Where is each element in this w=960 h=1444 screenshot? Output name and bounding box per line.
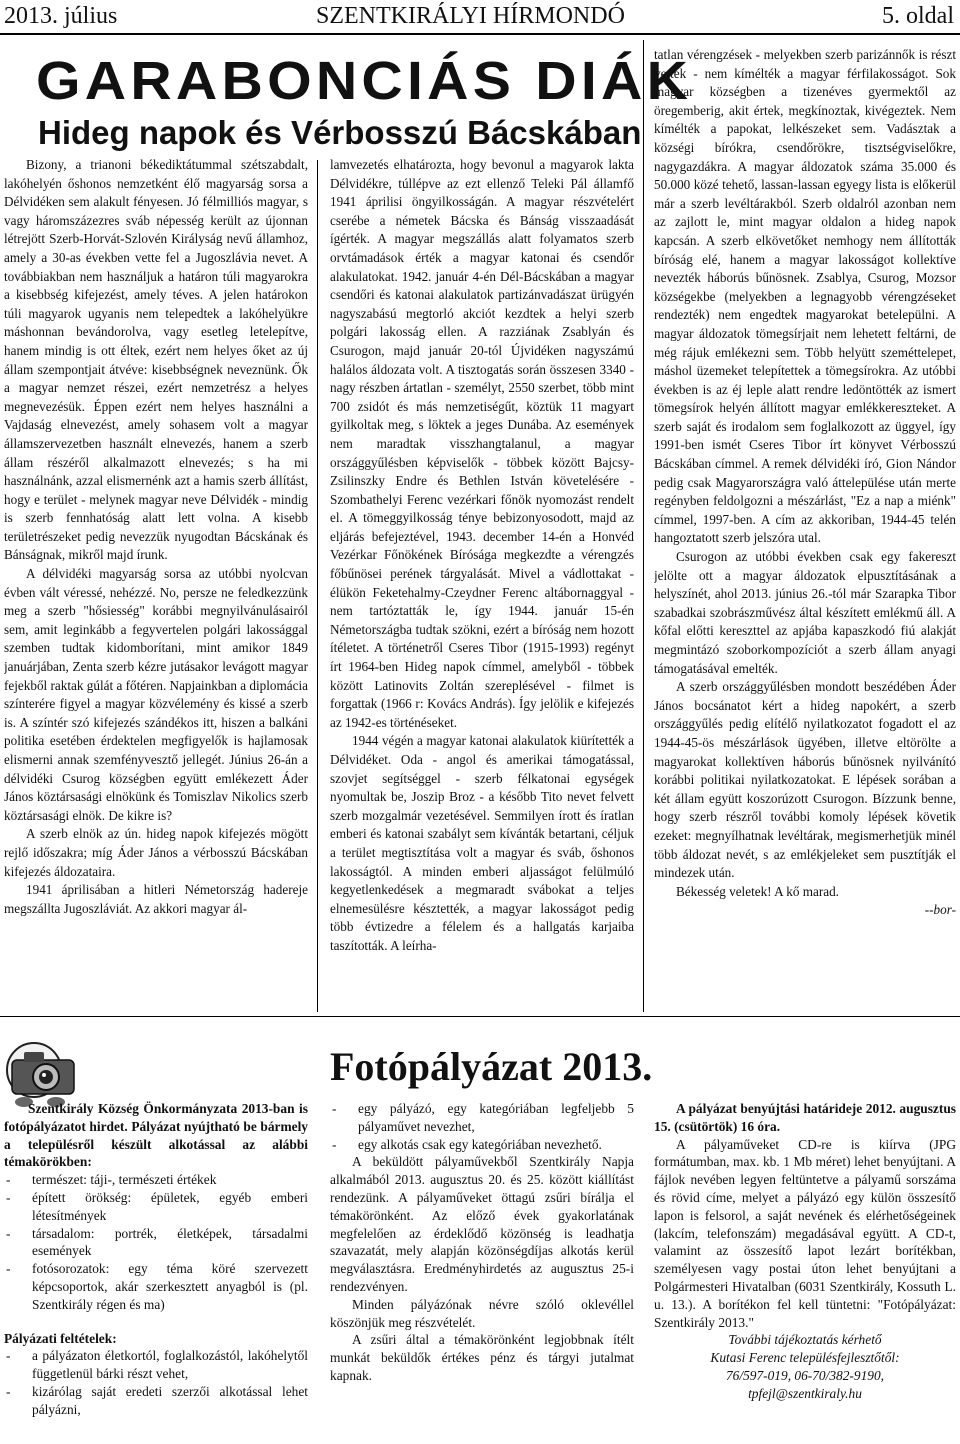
paragraph: A pályaműveket CD-re is kiírva (JPG formátumban, max. kb. 1 Mb méret) lehet benyújtani. A fájlok nevében legyen feltüntetve a pályamű sorszáma és rövid címe, melyet a pályázó egy külön összesítő lapon is felsorol, a saját nevének és elérhetőségeinek (lakcím, telefonszám) megadásával együtt. A CD-t, valamint az összesítő lapot lezárt borítékban, személyesen vagy postai úton lehet benyújtani a Polgármesteri Hivatalban (6031 Szentkirály, Kossuth L. u. 13.). A borítékon fel kell tüntetni: "Fotópályázat: Szentkirály 2013." bbox=[654, 1136, 956, 1330]
paragraph: tatlan vérengzések - melyekben szerb parizánnők is részt vettek - nem kímélték a magyar férfilakosságot. Sok magyar községben a tizenéves gyermektől az öregemberig, akit értek, megkínoztak, kivégeztek. Nem kímélték a papokat, lelkészeket sem. Vadásztak a községi bírókra, csendőrökre, tisztségviselőkre, nagygazdákra. A magyar áldozatok száma 35.000 és 50.000 közé tehető, lassan-lassan egyegy lista is előkerül már a szerb levéltárakból. Szerb oldalról azonban nem az zajlott le, mint magyar oldalon a hideg napok kapcsán. A szerb elkövetőket nemhogy nem állították bíróság elé, hanem a magyar lakosságot kollektíve nevezték háborús bűnösnek. Zsablya, Csurog, Mozsor községekbe (melyekben a legnagyobb vérengzéseket rendezték) nem engedtek magyarokat betelepülni. A magyar áldozatok tömegsírjait nem lehetett feltárni, de még rájuk emlékezni sem. Több helyütt szeméttelepet, máshol üzemeket telepítettek a tömegsírokra. Az utóbbi években is az éj leple alatt rendre ledöntötték az ismert tömegsírok helyén állított magyar emlékkereszteket. A szerb saját és irodalom sem foglalkozott az üggyel, így 1991-ben ismét Cseres Tibor írt könyvet Vérbosszú Bácskában címmel. A remek délvidéki író, Gion Nándor pedig csak Magyarországra való áttelepülése után merte regényben feldolgozni a mészárlást, "Ez a nap a miénk" címmel, 1997-ben. A cím az akkoriban, 1944-45 telén hangoztatott szerb jelszóra utal. bbox=[654, 47, 956, 546]
contest-title: Fotópályázat 2013. bbox=[330, 1044, 653, 1089]
closing-line: Békesség veletek! A kő marad. bbox=[676, 883, 839, 899]
issue-date: 2013. július bbox=[4, 3, 118, 29]
contest-column-3 bbox=[654, 1100, 956, 1444]
contact-line: Kutasi Ferenc településfejlesztőtől: bbox=[710, 1350, 900, 1366]
paragraph: 1944 végén a magyar katonai alakulatok kiürítették a Délvidéket. Oda - angol és amerikai támogatással, szovjet segítséggel - szerb félkatonai egységek nyomultak be, Joszip Broz - a később Tito nevet felvett szerb mozgalmár vezetésével. Semmilyen írott és íratlan emberi és katonai szabályt sem kívánták betartani, céljuk a terület megtisztítása volt a magyar és sváb, őshonos lakosságtól. A minden emberi aljasságot felülmúló kegyetlenkedések a megmaradt svábokat a teljes elnemesülésre késztették, a magyar lakosságot pedig több évtizedre a félelem és a hallgatás karjaiba taszították. A leírha- bbox=[330, 733, 634, 953]
conditions-list bbox=[4, 1347, 308, 1418]
conditions-list-continued bbox=[330, 1100, 634, 1153]
page-number: 5. oldal bbox=[882, 3, 954, 29]
section-rule bbox=[0, 1016, 960, 1017]
paragraph: Minden pályázónak névre szóló oklevéllel köszönjük meg részvételét. bbox=[330, 1296, 634, 1330]
column-divider bbox=[643, 40, 644, 1012]
paragraph: 1941 áprilisában a hitleri Németország hadereje megszállta Jugoszláviát. Az akkori magyar ál- bbox=[4, 882, 308, 916]
deadline: A pályázat benyújtási határideje 2012. augusztus 15. (csütörtök) 16 óra. bbox=[654, 1101, 956, 1134]
newspaper-name: SZENTKIRÁLYI HÍRMONDÓ bbox=[316, 3, 625, 29]
list-item: - társadalom: portrék, életképek, társadalmi események bbox=[4, 1225, 308, 1261]
list-item: - természet: táji-, természeti értékek bbox=[4, 1171, 308, 1189]
header-rule bbox=[0, 33, 960, 35]
list-item: - egy pályázó, egy kategóriában legfeljebb 5 pályaművet nevezhet, bbox=[330, 1100, 634, 1136]
paragraph: A szerb elnök az ún. hideg napok kifejezés mögött rejlő időszakra; míg Áder János a vérbosszú Bácskában kifejezés áldozataira. bbox=[4, 826, 308, 879]
contest-column-2 bbox=[330, 1100, 634, 1444]
article-column-1 bbox=[4, 156, 308, 1012]
article-signature: --bor- bbox=[924, 902, 956, 918]
contest-intro: Szentkirály Község Önkormányzata 2013-ban is fotópályázatot hirdet. Pályázat nyújtható be bármely a településről készült alkotással az alábbi témakörökben: bbox=[4, 1101, 308, 1170]
article-title: GARABONCIÁS DIÁK bbox=[36, 51, 693, 111]
paragraph: Bizony, a trianoni békediktátummal szétszabdalt, lakóhelyén őshonos nemzetként élő magyarság sorsa a Délvidéken sem alakult fényesen. Jó félmilliós magyar, s vagy háromszázezres sváb népesség került az újonnan létrejött Szerb-Horvát-Szlovén Királyság nevű államhoz, amely a 30-as években vette fel a Jugoszlávia nevet. A továbbiakban nem használjuk a határon túli magyarokra a kisebbség kifejezést, amely téves. A jelen határokon túli magyarok ugyanis nem telepedtek a lakóhelyükre máshonnan bevándorolva, vagy esetleg letelepítve, hanem mindig is ott éltek, ezért nem helyes őket az új állam szempontjait átvéve: kisebbségnek neveznünk. Ők a magyar nemzet részei, ezért nemzetrész a helyes megnevezésük. Éppen ezért nem helyes használni a Vajdaság elnevezést, amely sohasem volt a magyar államszervezetben használt elnevezés, hanem a szerb állam részéről alkalmazott elnevezés; s ha mi használnánk, azzal elismernénk azt a hamis szerb állítást, hogy e terület - melynek magyar neve Délvidék - mindig is szerb fennhatóság alatt lett volna. A kisebb területrészeket pedig nevezzük nyugodtan Bácskának és Bánságnak, mikről majd írunk. bbox=[4, 157, 308, 563]
list-item: - fotósorozatok: egy téma köré szervezett képcsoportok, akár szerkesztett anyagból is (pl. Szentkirály régen és ma) bbox=[4, 1260, 308, 1313]
list-item: - épített örökség: épületek, egyéb emberi létesítmények bbox=[4, 1189, 308, 1225]
article-column-2 bbox=[330, 156, 634, 1012]
list-item: - egy alkotás csak egy kategóriában nevezhető. bbox=[330, 1136, 634, 1154]
contact-phone: 76/597-019, 06-70/382-9190, bbox=[725, 1367, 885, 1383]
paragraph: A szerb országgyűlésben mondott beszédében Áder János bocsánatot kért a hideg napokért, a szerb országgyűlés pedig elítélő nyilatkozatot fogadott el az 1944-45-ös mészárlások ügyében, illetve eltörölte a magyarokat kollektíven háborús bűnösnek nyilvánító korábbi politikai nyilatkozatokat. E lépések sorában a két állam együtt koszorúzott Csurogon. Bízzunk benne, hogy szerb részről további komoly lépések követik ezeket: megnyílhatnak levéltárak, megismerhetjük minél több áldozat nevét, s az emlékjeleket sem pusztítják el mindezek után. bbox=[654, 679, 956, 881]
page-header bbox=[0, 0, 960, 32]
article-column-3 bbox=[654, 46, 956, 1012]
list-item: - a pályázaton életkortól, foglalkozástól, lakóhelytől függetlenül bárki részt vehet, bbox=[4, 1347, 308, 1383]
column-divider bbox=[317, 160, 318, 1012]
paragraph: lamvezetés elhatározta, hogy bevonul a magyarok lakta Délvidékre, túllépve az ezt ellenző Teleki Pál államfő 1941 áprilisi öngyilkosságán. A magyar részvételért cserébe a németek Bácska és Bánság visszaadását ígérték. A magyar megszállás alatt folyamatos szerb orvtámadások érték a magyar katonai és csendőr alakulatokat. 1942. január 4-én Dél-Bácskában a magyar csendőri és katonai alakulatok partizánvadászat ürügyén nagyszabású megtorló akciót kezdtek a helyi szerb polgári lakosság ellen. A razziának Zsablyán és Csurogon, majd január 20-tól Újvidéken nagyszámú halálos áldozata volt. A tisztogatás során összesen 3340 - nagy részben ártatlan - személyt, 2550 szerbet, több mint 700 zsidót és más nemzetiségűt, köztük 11 magyart gyilkoltak meg, s löktek a jeges Dunába. Az események nem maradtak visszhangtalanul, a magyar országgyűlésben képviselők - többek között Bajcsy-Zsilinszky Endre és Bethlen István követelésére - Szombathelyi Ferenc vezérkari főnök nyomozást rendelt el. A tömeggyilkosság ténye bebizonyosodott, majd az eljárás befejeztével, 1943. december 14-én a Honvéd Vezérkar Főnökének Bírósága megkezdte a vérengzés főbűnösei perének tárgyalását. Mivel a vádlottakat - élükön Feketehalmy-Czeydner Ferenc altábornaggyal - nem tartóztatták le, így 1944. január 15-én Németországba tudtak szökni, ezért a bíróság nem hozott ítéletet. A történetről Cseres Tibor (1915-1993) regényt írt 1964-ben Hideg napok címmel, amelyből - többek között Latinovits Zoltán szereplésével - filmet is forgattak (1966 r: Kovács András). Így jelölik e kifejezés az 1942-es történéseket. bbox=[330, 157, 634, 730]
paragraph: A zsűri által a témakörönként legjobbnak ítélt munkát beküldők értékes pénz és tárgyi jutalmat kapnak. bbox=[330, 1332, 634, 1383]
paragraph: A beküldött pályaművekből Szentkirály Napja alkalmából 2013. augusztus 20. és 25. között kiállítást rendezünk. A pályaműveket öttagú zsűri bírálja el témakörönként. Az előző évek gyakorlatának megfelelően az érdeklődő közönség is leadhatja szavazatát, mely alapján közönségdíjas alkotás kerül megválasztásra. Eredményhirdetés az augusztus 25-i rendezvényen. bbox=[330, 1154, 634, 1294]
contact-line: További tájékoztatás kérhető bbox=[728, 1332, 882, 1348]
conditions-heading: Pályázati feltételek: bbox=[4, 1330, 117, 1346]
topic-list bbox=[4, 1171, 308, 1313]
contest-column-1 bbox=[4, 1100, 308, 1444]
contact-block bbox=[654, 1331, 956, 1402]
paragraph: A délvidéki magyarság sorsa az utóbbi nyolcvan évben vált véressé, nehézzé. No, persze ne feledkezzünk meg a szerb "hősiesség" korábbi megnyilvánulásairól sem, amit leginkább a fegyvertelen polgári lakossággal szemben tudtak kidomborítani, mint amikor 1849 januárjában, Zenta szerb kézre jutásakor levágott magyar fejekből raktak gúlát a főtéren. Napjainkban a diplomácia színterére figyel a magyar közvélemény és kissé a szerb is. A színtér szó kifejezés szándékos itt, hiszen a balkáni politika esetében érdektelen megfigyelők is hajlamosak elismerni annak szemfényvesztő jellegét. Június 26-án a délvidéki Csurog községben együtt emlékezett Áder János köztársasági elnökünk és Tomiszlav Nikolics szerb köztársasági elnök. De kikre is? bbox=[4, 566, 308, 823]
paragraph: Csurogon az utóbbi években csak egy fakereszt jelölte ott a magyar áldozatok elpusztításának a helyszínét, ahol 2013. június 26.-tól már Szarapka Tibor szabadkai szobrászművész által készített emlékmű áll. A kőfal előtti kereszttel az apjába kapaszkodó fiú alakját megmintázó szoborkompozíciót a szerb állam anyagi támogatásával emelték. bbox=[654, 549, 956, 676]
contact-email[interactable]: tpfejl@szentkiraly.hu bbox=[748, 1385, 862, 1401]
article-subtitle: Hideg napok és Vérbosszú Bácskában bbox=[38, 114, 642, 151]
list-item: - kizárólag saját eredeti szerzői alkotással lehet pályázni, bbox=[4, 1383, 308, 1419]
